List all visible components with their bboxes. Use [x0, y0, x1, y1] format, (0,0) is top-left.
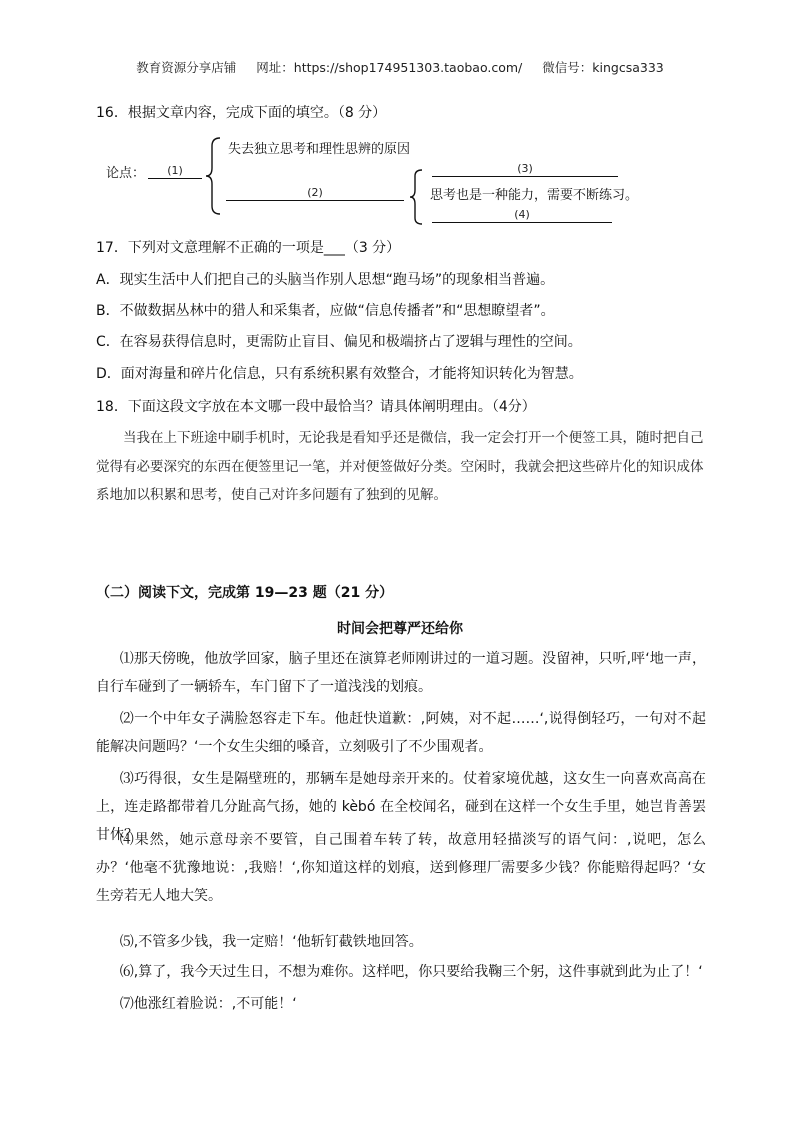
option-d: D．面对海量和碎片化信息，只有系统积累有效整合，才能将知识转化为智慧。 [96, 366, 583, 382]
sub-mid-text: 思考也是一种能力，需要不断练习。 [430, 188, 639, 203]
story-paragraph-6: ⑹,算了，我今天过生日，不想为难你。这样吧，你只要给我鞠三个躬，这件事就到此为止了！‘ [119, 964, 703, 980]
q18-passage: 当我在上下班途中刷手机时，无论我是看知乎还是微信，我一定会打开一个便签工具，随时把自己觉得有必要深究的东西在便签里记一笔，并对便签做好分类。空闲时，我就会把这些碎片化的知识成体系地加以积累和思考，使自己对许多问题有了独到的见解。 [96, 430, 704, 503]
story-paragraph-7: ⑺他涨红着脸说：,不可能！‘ [119, 996, 297, 1012]
blank-3-label: (3) [517, 162, 533, 175]
question-16-prompt: 16．根据文章内容，完成下面的填空。（8 分） [96, 105, 387, 121]
story-title: 时间会把尊严还给你 [337, 621, 463, 637]
option-b: B．不做数据丛林中的猎人和采集者，应做“信息传播者”和“思想瞭望者”。 [96, 303, 555, 319]
blank-2-label: (2) [307, 186, 323, 199]
blank-1-line [148, 178, 202, 179]
story-paragraph-3: ⑶巧得很，女生是隔壁班的，那辆车是她母亲开来的。仗着家境优越，这女生一向喜欢高高在上，连走路都带着几分趾高气扬，她的 kèbó 在全校闻名，碰到在这样一个女生手里，她岂肯善罢甘休？ [96, 771, 706, 843]
question-17-prompt: 17．下列对文意理解不正确的一项是___（3 分） [96, 240, 401, 256]
branch-top-text: 失去独立思考和理性思辨的原因 [228, 142, 411, 157]
section-2-heading: （二）阅读下文，完成第 19—23 题（21 分） [96, 585, 394, 601]
header-wechat: 微信号：kingcsa333 [542, 60, 664, 75]
story-paragraph-4: ⑷果然，她示意母亲不要管，自己围着车转了转，故意用轻描淡写的语气问：,说吧，怎么办？‘他毫不犹豫地说：,我赔！‘,你知道这样的划痕，送到修理厂需要多少钱？你能赔得起吗？‘女生旁若无人地大笑。 [96, 832, 706, 904]
blank-2-line [226, 200, 404, 201]
lundian-label: 论点： [106, 166, 146, 181]
blank-4-line [432, 222, 612, 223]
blank-1-label: (1) [167, 164, 183, 177]
story-paragraph-5: ⑸,不管多少钱，我一定赔！‘他斩钉截铁地回答。 [119, 934, 423, 950]
page-header [0, 58, 800, 76]
option-a: A．现实生活中人们把自己的头脑当作别人思想“跑马场”的现象相当普遍。 [96, 272, 555, 288]
story-paragraph-1: ⑴那天傍晚，他放学回家，脑子里还在演算老师刚讲过的一道习题。没留神，只听,呯‘地一声，自行车碰到了一辆轿车，车门留下了一道浅浅的划痕。 [96, 651, 706, 695]
blank-3-line [432, 176, 618, 177]
option-c: C．在容易获得信息时，更需防止盲目、偏见和极端挤占了逻辑与理性的空间。 [96, 334, 582, 350]
inner-brace-icon [408, 168, 426, 226]
blank-4-label: (4) [514, 208, 530, 221]
header-url: 网址：https://shop174951303.taobao.com/ [256, 60, 523, 75]
header-shop: 教育资源分享店铺 [136, 60, 237, 75]
outer-brace-icon [204, 136, 224, 216]
story-paragraph-2: ⑵一个中年女子满脸怒容走下车。他赶快道歉：,阿姨，对不起……‘,说得倒轻巧，一句对不起能解决问题吗？‘一个女生尖细的嗓音，立刻吸引了不少围观者。 [96, 711, 706, 755]
question-18-prompt: 18．下面这段文字放在本文哪一段中最恰当？请具体阐明理由。（4分） [96, 399, 536, 415]
